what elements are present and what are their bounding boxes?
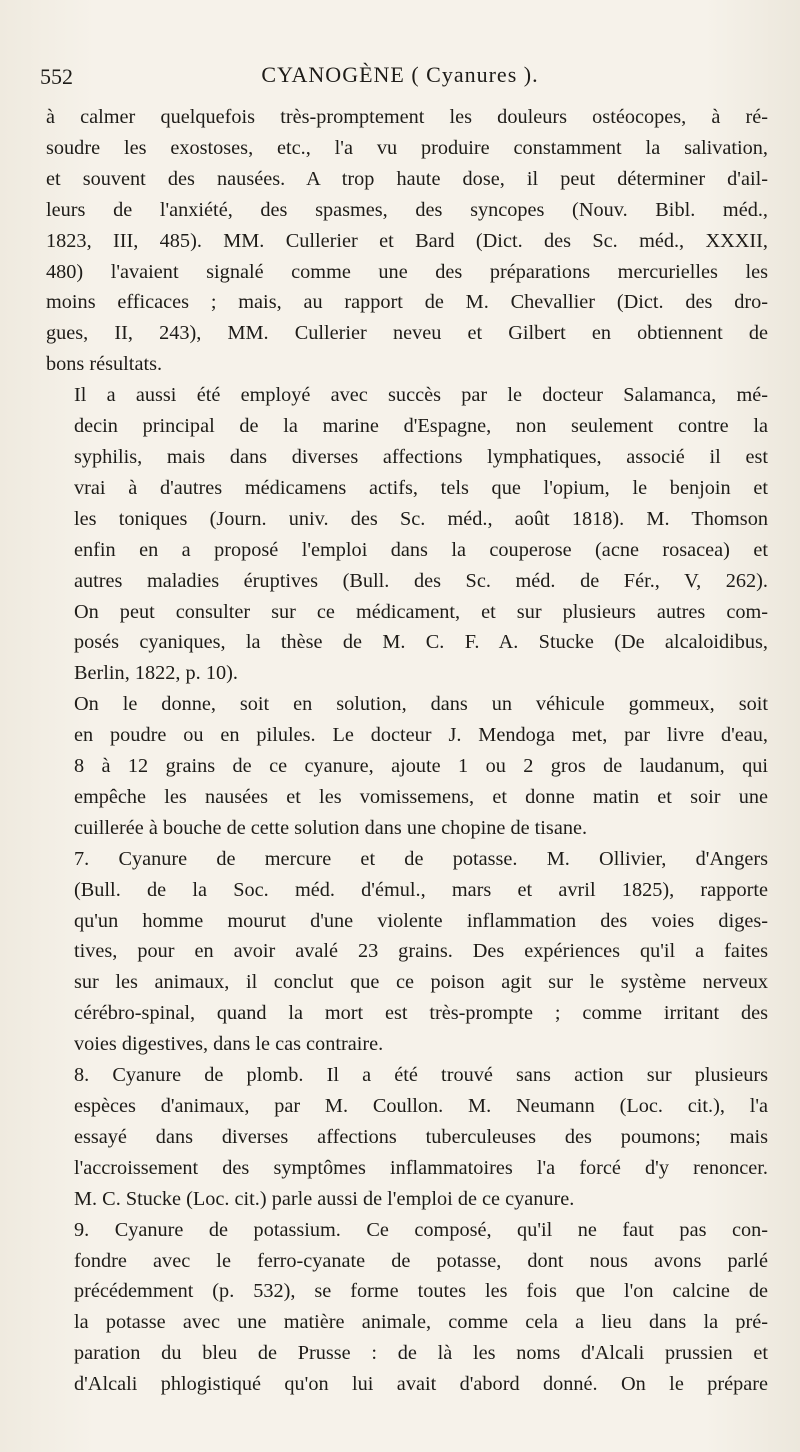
paragraph-2 <box>46 380 768 689</box>
text-line: leurs de l'anxiété, des spasmes, des syncopes (Nouv. Bibl. méd., <box>46 198 768 221</box>
text-line: 1823, III, 485). MM. Cullerier et Bard (Dict. des Sc. méd., XXXII, <box>46 229 768 252</box>
text-line: (Bull. de la Soc. méd. d'émul., mars et avril 1825), rapporte <box>74 878 768 901</box>
text-line: decin principal de la marine d'Espagne, non seulement contre la <box>74 415 768 438</box>
paragraph-6 <box>46 1215 768 1400</box>
text-line: bons résultats. <box>46 353 163 376</box>
text-line: On le donne, soit en solution, dans un véhicule gommeux, soit <box>74 693 768 716</box>
text-line: 8. Cyanure de plomb. Il a été trouvé sans action sur plusieurs <box>74 1064 768 1087</box>
text-line: l'accroissement des symptômes inflammatoires l'a forcé d'y renoncer. <box>74 1156 768 1179</box>
text-line: 8 à 12 grains de ce cyanure, ajoute 1 ou 2 gros de laudanum, qui <box>74 755 768 778</box>
text-line: 9. Cyanure de potassium. Ce composé, qu'il ne faut pas con- <box>74 1218 768 1241</box>
text-line: gues, II, 243), MM. Cullerier neveu et Gilbert en obtiennent de <box>46 322 768 345</box>
text-line: cérébro-spinal, quand la mort est très-prompte ; comme irritant des <box>74 1002 768 1025</box>
text-line: précédemment (p. 532), se forme toutes les fois que l'on calcine de <box>74 1280 768 1303</box>
text-line: fondre avec le ferro-cyanate de potasse, dont nous avons parlé <box>74 1249 768 1272</box>
text-line: les toniques (Journ. univ. des Sc. méd., août 1818). M. Thomson <box>74 507 768 530</box>
text-line: tives, pour en avoir avalé 23 grains. Des expériences qu'il a faites <box>74 940 768 963</box>
text-line: sur les animaux, il conclut que ce poison agit sur le système nerveux <box>74 971 768 994</box>
text-line: 480) l'avaient signalé comme une des préparations mercurielles les <box>46 260 768 283</box>
text-line: espèces d'animaux, par M. Coullon. M. Neumann (Loc. cit.), l'a <box>74 1095 768 1117</box>
page-header <box>40 58 760 94</box>
text-line: la potasse avec une matière animale, comme cela a lieu dans la pré- <box>74 1311 768 1334</box>
text-line: voies digestives, dans le cas contraire. <box>74 1033 384 1056</box>
text-line: à calmer quelquefois très-promptement les douleurs ostéocopes, à ré- <box>46 106 768 128</box>
text-line: Il a aussi été employé avec succès par le docteur Salamanca, mé- <box>74 384 768 407</box>
paragraph-3 <box>46 689 768 844</box>
text-line: essayé dans diverses affections tuberculeuses des poumons; mais <box>74 1125 768 1148</box>
text-line: autres maladies éruptives (Bull. des Sc. méd. de Fér., V, 262). <box>74 569 768 592</box>
text-line: en poudre ou en pilules. Le docteur J. Mendoga met, par livre d'eau, <box>74 724 768 747</box>
page-number: 552 <box>40 64 73 89</box>
text-line: enfin en a proposé l'emploi dans la couperose (acne rosacea) et <box>74 538 768 561</box>
text-line: moins efficaces ; mais, au rapport de M. Chevallier (Dict. des dro- <box>46 291 768 314</box>
text-line: vrai à d'autres médicamens actifs, tels que l'opium, le benjoin et <box>74 476 768 499</box>
text-line: On peut consulter sur ce médicament, et sur plusieurs autres com- <box>74 600 768 623</box>
text-line: Berlin, 1822, p. 10). <box>74 662 238 685</box>
text-line: paration du bleu de Prusse : de là les noms d'Alcali prussien et <box>74 1342 768 1365</box>
text-line: soudre les exostoses, etc., l'a vu produire constamment la salivation, <box>46 136 768 159</box>
text-line: et souvent des nausées. A trop haute dose, il peut déterminer d'ail- <box>46 167 768 190</box>
paragraph-5 <box>46 1060 768 1215</box>
text-line: syphilis, mais dans diverses affections lymphatiques, associé il est <box>74 445 768 468</box>
text-line: M. C. Stucke (Loc. cit.) parle aussi de l'emploi de ce cyanure. <box>74 1187 575 1210</box>
running-title: CYANOGÈNE ( Cyanures ). <box>261 62 539 87</box>
body-text <box>46 102 768 1400</box>
paragraph-4 <box>46 844 768 1060</box>
text-line: d'Alcali phlogistiqué qu'on lui avait d'abord donné. On le prépare <box>74 1373 768 1396</box>
text-line: empêche les nausées et les vomissemens, et donne matin et soir une <box>74 785 768 808</box>
paragraph-1 <box>46 102 768 380</box>
text-line: cuillerée à bouche de cette solution dans une chopine de tisane. <box>74 816 588 839</box>
text-line: qu'un homme mourut d'une violente inflammation des voies diges- <box>74 909 768 932</box>
text-line: posés cyaniques, la thèse de M. C. F. A. Stucke (De alcaloidibus, <box>74 631 768 654</box>
text-line: 7. Cyanure de mercure et de potasse. M. Ollivier, d'Angers <box>74 847 768 870</box>
